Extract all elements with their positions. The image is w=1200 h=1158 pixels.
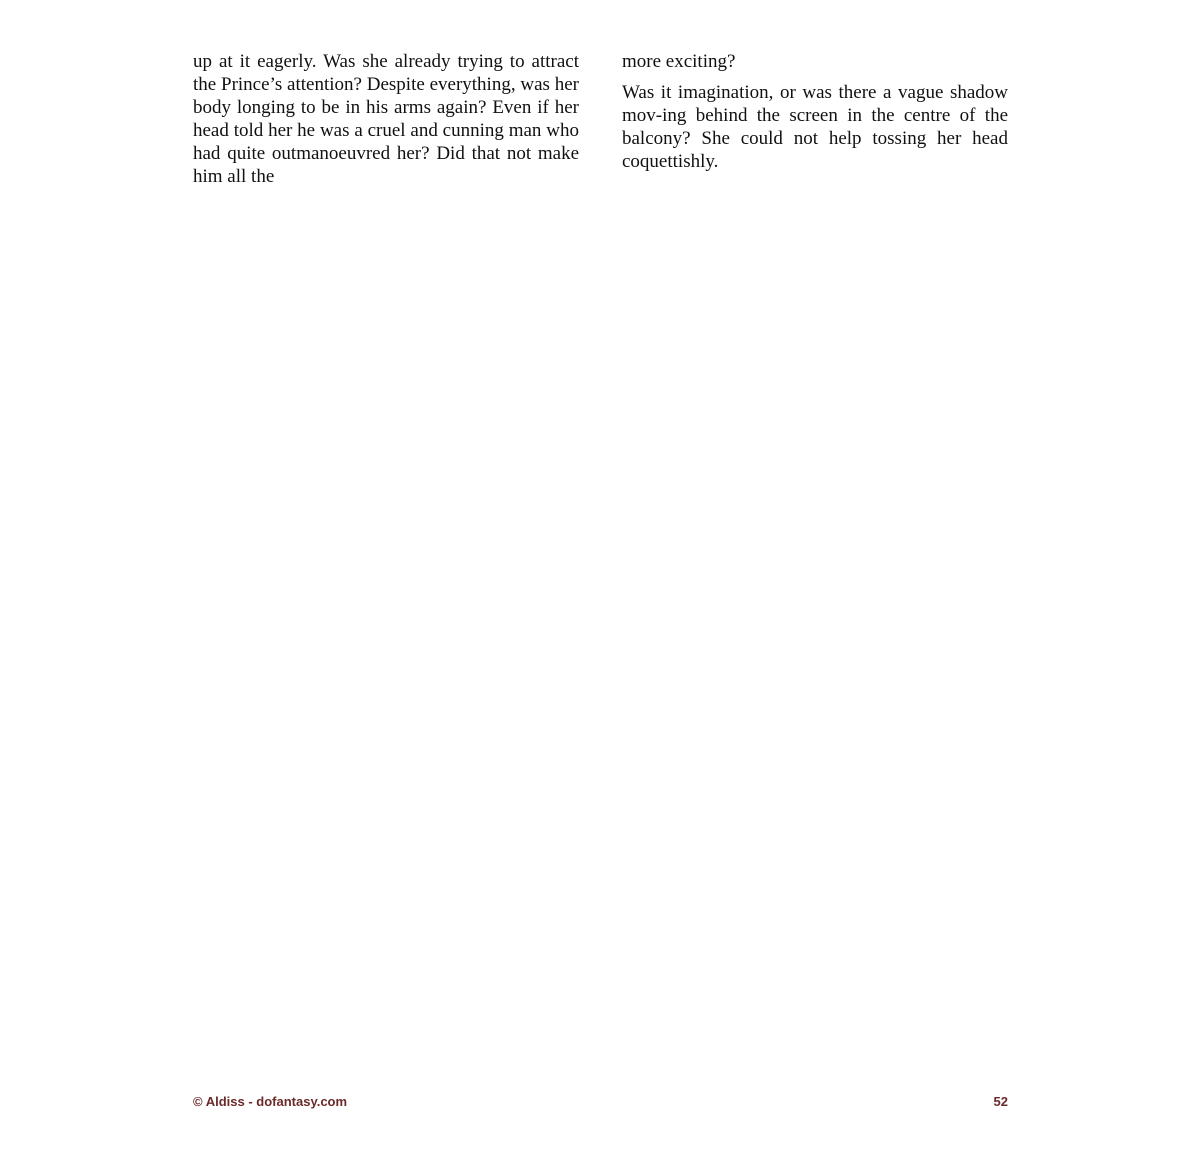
page-number: 52 <box>993 1094 1008 1109</box>
footer-copyright: © Aldiss - dofantasy.com <box>193 1094 348 1109</box>
paragraph: up at it eagerly. Was she already trying to attract the Prince’s attention? Despite everything, was her body longing to be in his arms again? Even if her head told her he was a cruel and cunning man who had quite outmanoeuvred her? Did that not make him all the <box>193 51 579 187</box>
paragraph: Was it imagination, or was there a vague shadow mov-ing behind the screen in the centre of the balcony? She could not help tossing her head coquettishly. <box>622 82 1008 172</box>
text-column-right <box>622 50 1008 181</box>
text-column-left <box>193 50 579 196</box>
paragraph: more exciting? <box>622 51 736 72</box>
